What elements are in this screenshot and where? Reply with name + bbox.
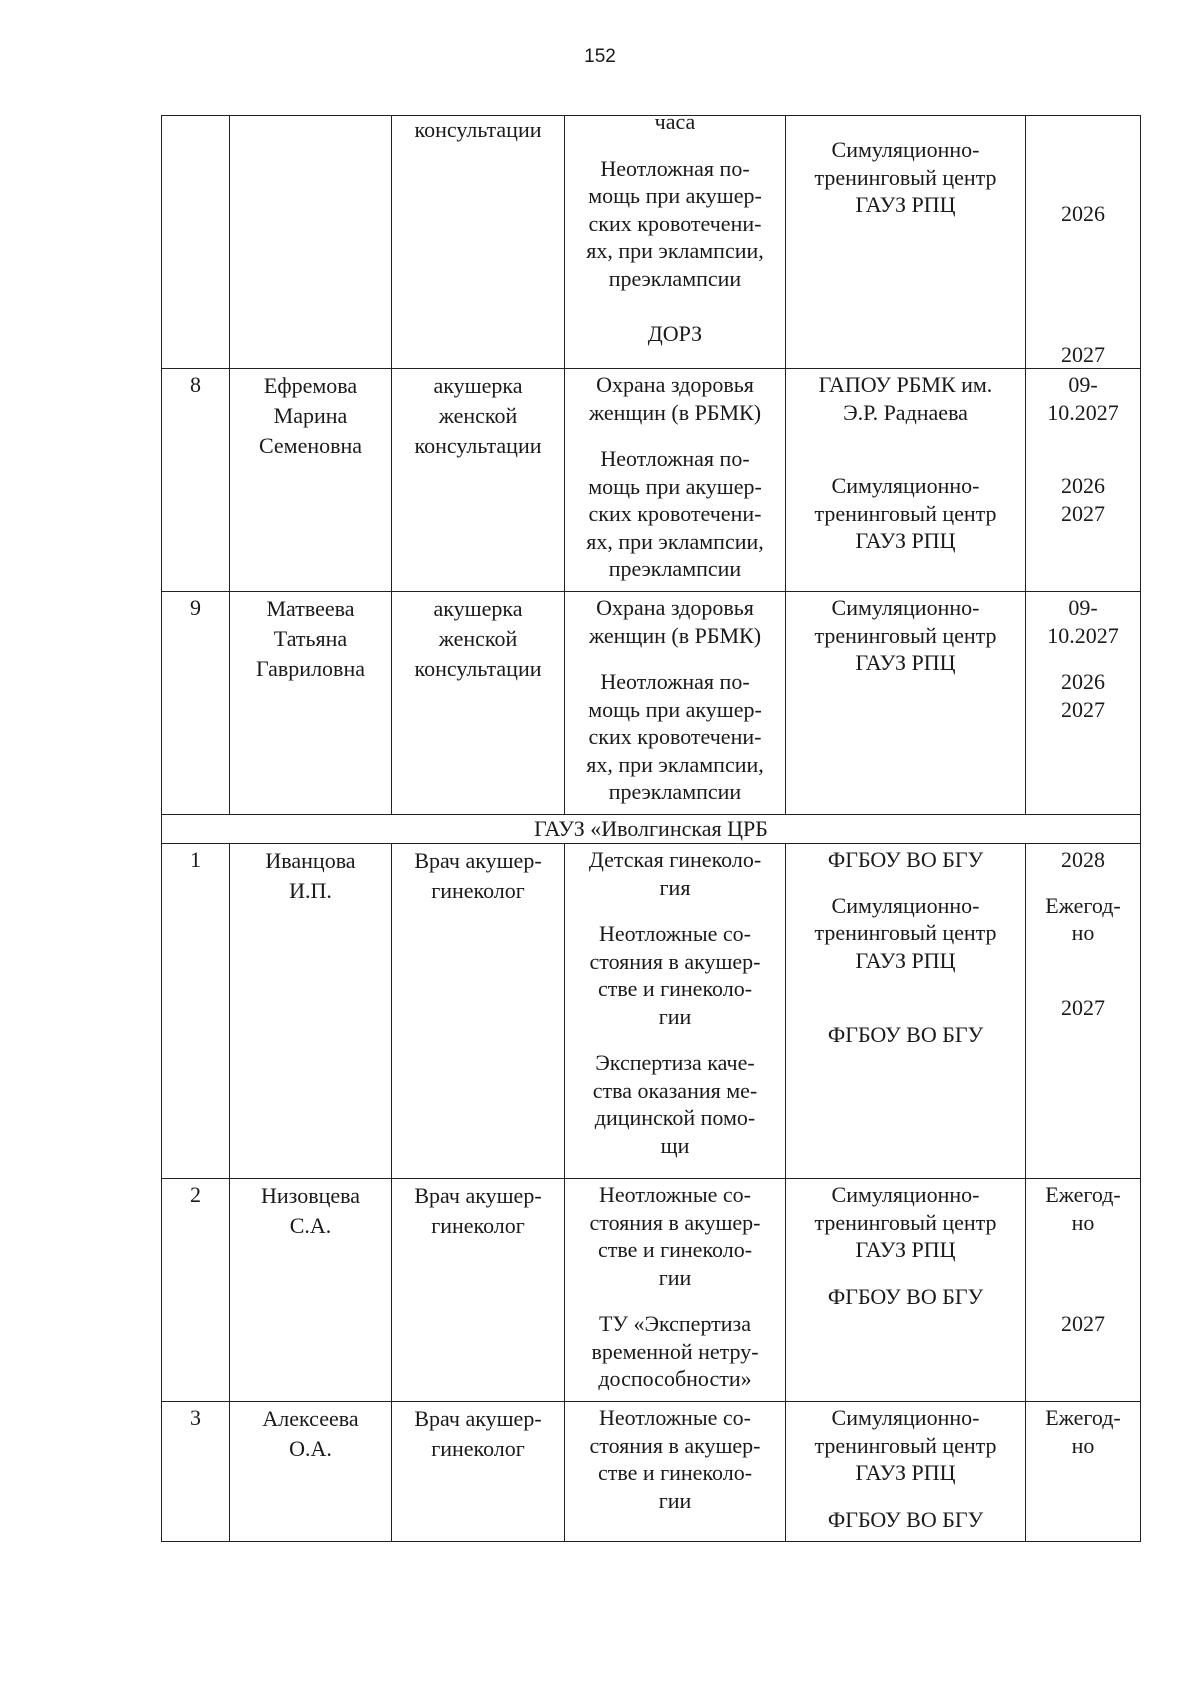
row-number-cell: 2 (162, 1179, 230, 1402)
training-place-cell (786, 592, 1026, 815)
course-text: Детская гинеколо- гия (588, 847, 762, 900)
year-text: 2027 (1061, 341, 1105, 367)
course-cell (565, 1179, 786, 1402)
employee-name-cell: Ефремова Марина Семеновна (230, 369, 392, 592)
course-text: часа (654, 115, 696, 134)
section-header-row (162, 815, 1141, 844)
training-place-text: ГАПОУ РБМК им. Э.Р. Раднаева (818, 372, 993, 425)
year-text: 2027 (1061, 994, 1105, 1020)
year-cell (1026, 116, 1141, 369)
table-row (162, 592, 1141, 815)
year-text: 2028 (1061, 847, 1105, 872)
course-text: Неотложная по- мощь при акушер- ских кровотечени- ях, при эклампсии, преэклампсии (586, 155, 764, 291)
year-text: 2026 2027 (1061, 473, 1105, 526)
position-cell: Врач акушер- гинеколог (392, 1402, 565, 1542)
year-text: 2027 (1061, 1311, 1105, 1336)
training-place-cell (786, 369, 1026, 592)
year-text: Ежегод- но (1045, 1405, 1121, 1458)
row-number-cell: 9 (162, 592, 230, 815)
table-row (162, 369, 1141, 592)
training-place-text: ФГБОУ ВО БГУ (827, 1506, 984, 1532)
course-text: Неотложные со- стояния в акушер- стве и гинеколо- гии (589, 921, 761, 1029)
employee-name-cell: Матвеева Татьяна Гавриловна (230, 592, 392, 815)
position-cell: акушерка женской консультации (392, 592, 565, 815)
training-place-text: Симуляционно- тренинговый центр ГАУЗ РПЦ (814, 1182, 997, 1262)
year-text: Ежегод- но (1045, 1182, 1121, 1235)
training-place-text: ФГБОУ ВО БГУ (827, 1283, 984, 1309)
training-place-text: Симуляционно- тренинговый центр ГАУЗ РПЦ (814, 137, 997, 217)
training-place-text: ФГБОУ ВО БГУ (827, 847, 984, 872)
row-number-cell (162, 116, 230, 369)
table-row (162, 844, 1141, 1179)
course-text: Экспертиза каче- ства оказания ме- дицинской помо- щи (592, 1050, 758, 1158)
course-cell (565, 369, 786, 592)
year-text: 2026 (1061, 201, 1105, 226)
employee-name-cell: Низовцева С.А. (230, 1179, 392, 1402)
course-text: Неотложные со- стояния в акушер- стве и гинеколо- гии (589, 1182, 761, 1290)
position-cell: Врач акушер- гинеколог (392, 1179, 565, 1402)
course-cell (565, 592, 786, 815)
course-text: Охрана здоровья женщин (в РБМК) (588, 372, 762, 425)
row-number-cell: 3 (162, 1402, 230, 1542)
year-text: 09- 10.2027 (1047, 595, 1119, 648)
course-cell (565, 1402, 786, 1542)
year-cell (1026, 592, 1141, 815)
year-text: Ежегод- но (1045, 892, 1121, 945)
course-text: Неотложная по- мощь при акушер- ских кровотечени- ях, при эклампсии, преэклампсии (586, 669, 764, 804)
row-number-cell: 1 (162, 844, 230, 1179)
table-row (162, 116, 1141, 369)
course-text: Охрана здоровья женщин (в РБМК) (588, 595, 762, 648)
course-text: Неотложная по- мощь при акушер- ских кровотечени- ях, при эклампсии, преэклампсии (586, 446, 764, 581)
employee-name-cell: Алексеева О.А. (230, 1402, 392, 1542)
table-row (162, 1179, 1141, 1402)
row-number-cell: 8 (162, 369, 230, 592)
course-text: ДОРЗ (647, 321, 703, 346)
staff-training-table (161, 115, 1141, 1542)
training-place-text: Симуляционно- тренинговый центр ГАУЗ РПЦ (814, 892, 997, 973)
year-cell (1026, 369, 1141, 592)
course-cell (565, 116, 786, 369)
employee-name-cell (230, 116, 392, 369)
year-cell (1026, 1402, 1141, 1542)
training-place-cell (786, 1179, 1026, 1402)
training-place-cell (786, 1402, 1026, 1542)
training-place-text: ФГБОУ ВО БГУ (827, 1022, 984, 1047)
year-cell (1026, 844, 1141, 1179)
table-row (162, 1402, 1141, 1542)
course-text: ТУ «Экспертиза временной нетру- доспособности» (591, 1311, 759, 1391)
year-text: 09- 10.2027 (1047, 372, 1119, 425)
course-text: Неотложные со- стояния в акушер- стве и гинеколо- гии (589, 1405, 761, 1513)
employee-name-cell: Иванцова И.П. (230, 844, 392, 1179)
page-number: 152 (584, 46, 616, 67)
year-text: 2026 2027 (1061, 669, 1105, 722)
training-place-cell (786, 844, 1026, 1179)
year-cell (1026, 1179, 1141, 1402)
training-place-text: Симуляционно- тренинговый центр ГАУЗ РПЦ (814, 595, 997, 675)
training-place-cell (786, 116, 1026, 369)
position-cell: консультации (392, 116, 565, 369)
course-cell (565, 844, 786, 1179)
training-place-text: Симуляционно- тренинговый центр ГАУЗ РПЦ (814, 1405, 997, 1485)
position-cell: акушерка женской консультации (392, 369, 565, 592)
section-title: ГАУЗ «Иволгинская ЦРБ (162, 815, 1141, 844)
training-place-text: Симуляционно- тренинговый центр ГАУЗ РПЦ (814, 473, 997, 553)
position-cell: Врач акушер- гинеколог (392, 844, 565, 1179)
